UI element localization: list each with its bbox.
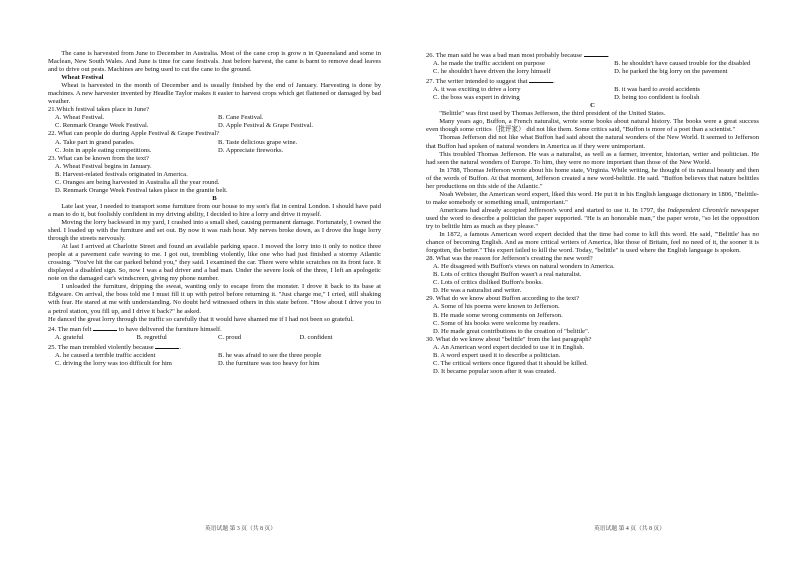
option: A. An American word expert decided to use it in English. [433,343,585,351]
question-24-options [48,334,381,342]
passage-b-paragraph-5: He danced the great lorry through the traffic so carefully that it would have shamed me if I had not been so grateful. [48,315,354,323]
question-26: 26. The man said he was a bad man most probably because . [426,52,610,59]
option: B. Lots of critics thought Buffon wasn't a real naturalist. [433,271,582,279]
passage-c-paragraph-3: Thomas Jefferson did not like what Buffon had said about the natural wonders of the New World. It seemed to Jefferson that Buffon had spoken of natural wonders in America as if they were unimportant. [426,134,759,150]
question-27: 27. The writer intended to suggest that . [426,78,555,86]
option: A. he made the traffic accident on purpose [433,60,545,68]
option: B. A word expert used it to describe a politician. [433,351,561,359]
question-28: 28. What was the reason for Jefferson's creating the new word? [426,255,593,263]
passage-c-paragraph-1: "Belittle" was first used by Thomas Jefferson, the third president of the United States. [439,110,666,118]
wheat-paragraph: Wheat is harvested in the month of December and is usually finished by the end of January. Harvesting is done by machines. A new harvester invented by Headlie Taylor makes it easier to harvest crops which get flattened or damaged by bad weather. [48,82,381,106]
question-24-stem-end: to have delivered the furniture himself. [118,325,222,333]
passage-c-paragraph-8: In 1872, a famous American word expert decided that the time had come to kill this word. He said, "'Belittle' has no chance of becoming English. And as more critical writers of America, like those of Britain, feel no need of it, the sooner it is forgotten, the better." This expert failed to kill the word. Today, "belittle" is used where the English language is spoken. [426,231,759,255]
option: B. Harvest-related festivals originated in America. [55,170,188,178]
option: A. He disagreed with Buffon's views on natural wonders in America. [433,263,615,271]
option: A. he caused a terrible traffic accident [55,351,156,359]
left-column [48,50,381,368]
question-22: 22. What can people do during Apple Festival & Grape Festival? [48,130,220,138]
option: B. it was hard to avoid accidents [614,86,700,94]
option: C. Renmark Orange Week Festival. [55,122,149,130]
newspaper-title: Independent Chronicle [667,206,729,214]
option: B. He made some wrong comments on Jefferson. [433,311,563,319]
page-footer-right: 英语试题 第 4 页（共 8 页） [594,526,666,532]
passage-c-paragraph-7 [426,207,759,231]
question-27-options [426,86,759,102]
question-25: 25. The man trembled violently because . [48,343,182,351]
question-24 [48,324,381,334]
passage-c-paragraph-2: Many years ago, Buffon, a French naturalist, wrote some books about natural history. The books were a great success even though some critics（批评家） did not like them. Some critics said, "Buffon is more of a poet than a scientist." [426,118,759,134]
question-24-stem-start: 24. The man felt [48,325,92,333]
page-footer-left: 英语试题 第 3 页（共 8 页） [205,526,277,532]
question-21: 21.Which festival takes place in June? [48,106,150,114]
option: D. confident [299,333,333,341]
option: C. proud [218,333,242,341]
option: D. the furniture was too heavy for him [218,359,320,367]
right-column [426,50,759,376]
text: newspaper used the word to describe a politician the paper supported. "He is an honorable man," the paper wrote, "so let the opposition try to belittle him as much as they please." [426,206,759,230]
option: A. Wheat Festival. [55,114,105,122]
section-b-heading: B [212,194,217,202]
option: A. it was exciting to drive a lorry [433,86,521,94]
option: D. Renmark Orange Week Festival takes place in the granite belt. [55,186,228,194]
passage-b-paragraph-4: I unloaded the furniture, dripping the sweat, wanting only to escape from the monster. I drove it back to its base at Edgware. On arrival, the boss told me I must fill it up with petrol before returning it. "Just charge me," I cried, still shaking with fear. He stared at me with understanding. No doubt he'd witnessed others in this state before. "How about I drive you to a petrol station, you fill up, and I drive it back?" he asked. [48,283,381,315]
section-c-heading: C [590,102,595,110]
question-25-stem: 25. The man trembled violently because [48,343,154,351]
option: D. It became popular soon after it was created. [433,367,557,375]
question-26-stem: 26. The man said he was a bad man most probably because [426,52,582,59]
option: B. regretful [136,333,167,341]
option: C. Join in apple eating competitions. [55,146,152,154]
option: C. Oranges are being harvested in Australia all the year round. [55,178,220,186]
question-29: 29. What do we know about Buffon according to the text? [426,295,580,303]
question-26-options [426,68,759,76]
passage-b-paragraph-2: Moving the lorry backward in my yard, I crashed into a small shed, causing permanent damage. Fortunately, I owned the shed. I loaded up with the furniture and set out. By now it was rush hour. My nerves broke down, as I drove the huge lorry through the streets nervously. [48,218,381,243]
option: D. being too confident is foolish [614,94,700,102]
question-21-options [48,114,381,130]
option [426,60,759,68]
option: C. he shouldn't have driven the lorry himself [433,68,551,76]
option: C. the boss was expert in driving [433,94,520,102]
option: B. Cane Festival. [218,114,264,122]
cane-paragraph: The cane is harvested from June to December in Australia. Most of the cane crop is grow n in Queensland and some in Maclean, New South Wales. And June is time for cane festivals. Just before harvest, the cane is barnt to remove dead leaves and to drive out pests. Machines are being used to cut the cane to the ground. [48,50,381,74]
option: C. driving the lorry was too difficult for him [55,359,172,367]
option: D. He was a naturalist and writer. [433,287,522,295]
answer-blank [155,342,179,349]
option: B. he was afraid to see the three people [218,351,322,359]
text: Americans had already accepted Jefferson's word and started to use it. In 1797, the [439,206,666,214]
question-25-options [48,352,381,368]
answer-blank [584,50,608,57]
option: D. he parked the big lorry on the pavement [614,68,728,76]
option: C. Some of his books were welcome by readers. [433,319,561,327]
question-23: 23. What can be known from the text? [48,154,149,162]
question-27-stem: 27. The writer intended to suggest that [426,78,528,86]
option: D. Appreciate fireworks. [218,146,284,154]
option: C. The critical writers once figured that it should be killed. [433,359,588,367]
option: A. grateful [55,333,84,341]
option: A. Take part in grand parades. [55,138,135,146]
answer-blank [529,76,553,83]
wheat-festival-heading: Wheat Festival [61,74,104,82]
option: C. Lots of critics disliked Buffon's books. [433,279,543,287]
option: B. Taste delicious grape wine. [218,138,298,146]
passage-c-paragraph-6: Noah Webster, the American word expert, liked this word. He put it in his English language dictionary in 1806, "Belittle-to make somebody or something small, unimportant." [426,190,759,206]
passage-c-paragraph-4: This troubled Thomas Jefferson. He was a naturalist, as well as a farmer, inventor, historian, writer and politician. He had seen the natural wonders of Europe. To him, they were no more important than those of the New World. [426,150,759,166]
option: A. Some of his poems were known to Jefferson. [433,303,560,311]
option: B. he shouldn't have caused trouble for the disabled [614,60,751,68]
question-22-options [48,139,381,155]
option: D. Apple Festival & Grape Festival. [218,122,314,130]
passage-c-paragraph-5: In 1788, Thomas Jefferson wrote about his home state, Virginia. While writing, he thought of its natural beauty and then of the words of Buffon. At that moment, Jefferson created a new word-belittle. He said. "Buffon believes that nature belittles her productions on this side of the Atlantic." [426,166,759,190]
passage-b-paragraph-3: At last I arrived at Charlotte Street and found an available parking space. I moved the lorry into it only to notice three people at a pavement cafe waving to me. I got out, trembling violently, like one who had just finished a stormy Atlantic crossing. "You've hit the car parked behind you," they said. I examined the car. There were white scratches on its front face. It displayed a disabled sign. So, now I was a bad driver and a bad man. Under the severe look of the three, I left an apologetic note on the damaged car's windscreen, giving my phone number. [48,243,381,283]
passage-b-paragraph-1: Late last year, I needed to transport some furniture from our house to my son's flat in central London. I should have paid a man to do it, but foolishly confident in my driving ability, I decided to hire a lorry and drive it myself. [48,202,381,218]
answer-blank [93,324,117,331]
option: A. Wheat Festival begins in January. [55,162,152,170]
option: D. He made great contributions to the creation of "belittle". [433,327,590,335]
question-30: 30. What do we know about "belittle" from the last paragraph? [426,335,592,343]
